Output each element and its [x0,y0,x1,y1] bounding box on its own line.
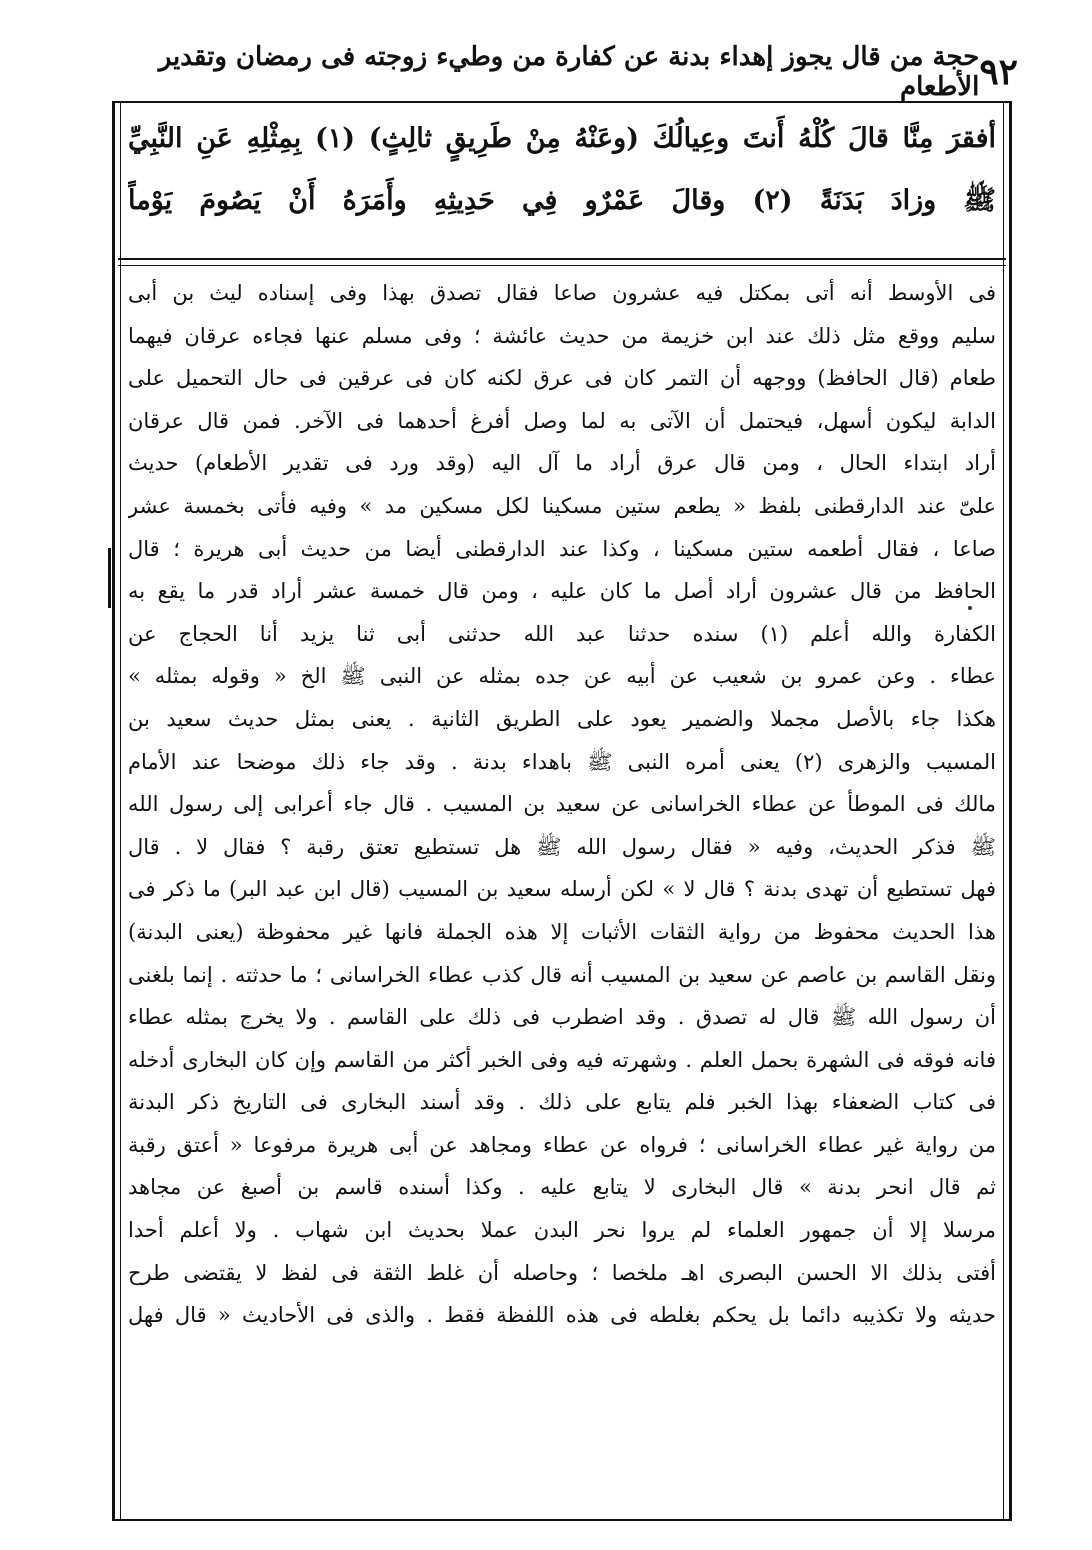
hadith-line: ﷺ وزادَ بَدَنَةً (٢) وقالَ عَمْرٌو فِي حَدِيثِهِ وأَمَرَهُ أَنْ يَصُومَ يَوْماً [128,185,996,216]
margin-mark [108,548,111,608]
frame-inner-right-rule [1003,101,1004,1521]
commentary-line: فانه فوقه فى الشهرة بحمل العلم . وشهرته فيه وفى الخبر أكثر من القاسم وإن كان البخارى أدخله [128,1047,996,1072]
commentary-line: فى الأوسط أنه أتى بمكتل فيه عشرون صاعا فقال تصدق بهذا وفى إسناده ليث بن أبى [128,281,996,305]
commentary-line: أفتى بذلك الا الحسن البصرى اهـ ملخصا ؛ وحاصله أن غلط الثقة فى لفظ لا يقتضى طرح [128,1260,996,1285]
commentary-line: الحافظ من قال عشرون أراد أصل ما كان عليه ، ومن قال خمسة عشر أراد قدر ما يقع به [128,579,996,604]
commentary-line: هكذا جاء بالأصل مجملا والضمير يعود على الطريق الثانية . يعنى بمثل حديث سعيد بن [128,706,996,731]
commentary-line: ثم قال انحر بدنة » قال البخارى لا يتابع عليه . وكذا أسنده قاسم بن أصبغ عن مجاهد [128,1175,996,1200]
page-header [88,44,1018,100]
commentary-line: المسيب والزهرى (٢) يعنى أمره النبى ﷺ باهداء بدنة . وقد جاء ذلك موضحا عند الأمام [128,749,996,774]
hadith-text [128,108,996,232]
commentary-line: عطاء . وعن عمرو بن شعيب عن أبيه عن جده بمثله عن النبى ﷺ الخ « وقوله بمثله » [128,664,996,689]
commentary-line: الكفارة والله أعلم (١) سنده حدثنا عبد الله حدثنى أبى ثنا يزيد أنا الحجاج عن [128,621,996,646]
commentary-line: صاعا ، فقال أطعمه ستين مسكينا ، وكذا عند الدارقطنى أيضا من حديث أبى هريرة ؛ قال [128,536,996,561]
commentary-text [128,272,996,1337]
commentary-line: حديثه ولا تكذيبه دائما بل يحكم بغلطه فى هذه اللفظة فقط . والذى فى الأحاديث « قال فهل [128,1303,996,1328]
page-number: ٩٢ [979,51,1018,93]
print-speck [968,606,972,610]
running-title: حجة من قال يجوز إهداء بدنة عن كفارة من وطيء زوجته فى رمضان وتقدير الأطعام [158,42,980,102]
hadith-line: أفقرَ مِنَّا قالَ كُلْهُ أَنتَ وعِيالُكَ (وعَنْهُ مِنْ طَرِيقٍ ثالِثٍ) (١) بِمِثْلِهِ عَنِ النَّبِيِّ [128,123,996,154]
commentary-line: ﷺ فذكر الحديث، وفيه « فقال رسول الله ﷺ هل تستطيع تعتق رقبة ؟ فقال لا . قال [128,834,996,859]
commentary-line: الدابة ليكون أسهل، فيحتمل أن الآتى به لما وصل أفرغ أحدهما فى الآخر. فمن قال عرقان [128,408,996,433]
section-divider [118,258,1006,266]
commentary-line: علىّ عند الدارقطنى بلفظ « يطعم ستين مسكينا لكل مسكين مد » وفيه فأتى بخمسة عشر [128,493,996,518]
frame-inner-left-rule [120,101,121,1521]
commentary-line: فى كتاب الضعفاء بهذا الخبر فلم يتابع على ذلك . وقد أسند البخارى فى التاريخ ذكر البدنة [128,1090,996,1115]
commentary-line: مالك فى الموطأ عن عطاء الخراسانى عن سعيد بن المسيب . قال جاء أعرابى إلى رسول الله [128,792,996,817]
commentary-line: أراد ابتداء الحال ، ومن قال عرق أراد ما آل اليه (وقد ورد فى تقدير الأطعام) حديث [128,451,996,476]
commentary-line: ونقل القاسم بن عاصم عن سعيد بن المسيب أنه قال كذب عطاء الخراسانى ؛ ما حدثته . إنما بلغنى [128,962,996,987]
commentary-line: فهل تستطيع أن تهدى بدنة ؟ قال لا » لكن أرسله سعيد بن المسيب (قال ابن عبد البر) ما ذكر فى [128,877,996,902]
bottom-rule [112,1519,1012,1521]
commentary-line: هذا الحديث محفوظ من رواية الثقات الأثبات إلا هذه الجملة فانها غير محفوظة (يعنى البدنة) [128,919,996,944]
commentary-line: سليم ووقع مثل ذلك عند ابن خزيمة من حديث عائشة ؛ وفى مسلم عنها فجاءه عرقان فيهما [128,323,996,348]
commentary-line: طعام (قال الحافظ) ووجهه أن التمر كان فى عرق لكنه كان فى عرقين فى حال التحميل على [128,366,996,391]
commentary-line: مرسلا إلا أن جمهور العلماء لم يروا نحر البدن عملا بحديث ابن شهاب . ولا أعلم أحدا [128,1218,996,1243]
commentary-line: من رواية غير عطاء الخراسانى ؛ فرواه عن عطاء ومجاهد عن أبى هريرة مرفوعا « أعتق رقبة [128,1132,996,1157]
commentary-line: أن رسول الله ﷺ قال له تصدق . وقد اضطرب فى ذلك على القاسم . ولا يخرج بمثله عطاء [128,1005,996,1030]
